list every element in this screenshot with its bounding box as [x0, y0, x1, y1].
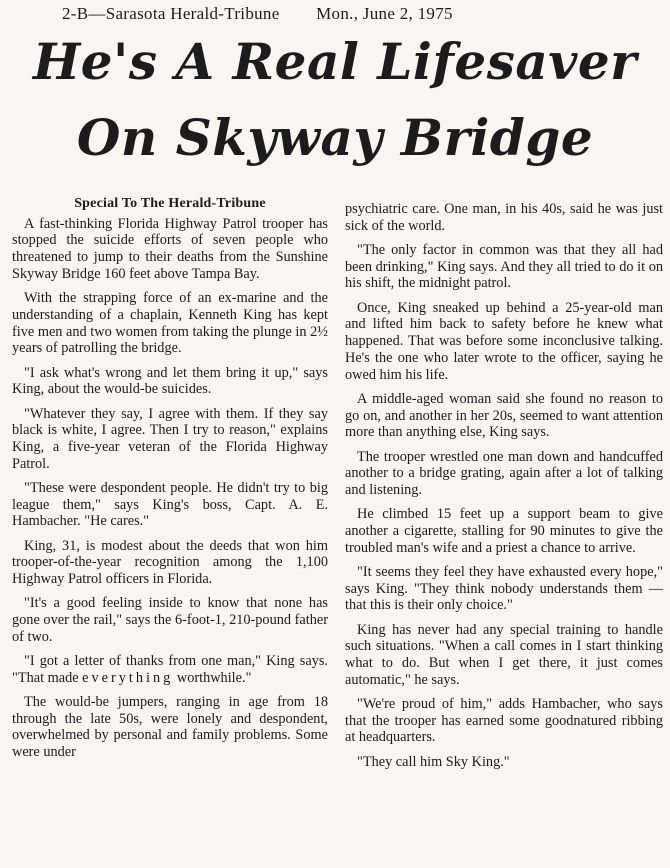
article-column-right — [345, 201, 663, 778]
article-paragraph: The would-be jumpers, ranging in age from 18 through the late 50s, were lonely and despondent, overwhelmed by personal and family problems. Some were under — [12, 694, 328, 761]
letter-text-spaced: everything — [82, 669, 174, 686]
article-paragraph: "Whatever they say, I agree with them. If they say black is white, I agree. Then I try to reason," explains King, a five-year veteran of the Florida Highway Patrol. — [12, 405, 328, 472]
headline-line-1: He's A Real Lifesaver — [32, 32, 637, 91]
letter-text-before: "I got a letter of thanks from one man," King says. "That made — [12, 653, 328, 686]
article-paragraph: With the strapping force of an ex-marine and the understanding of a chaplain, Kenneth King has kept five men and two women from taking the plunge in 2½ years of patrolling the bridge. — [12, 290, 328, 357]
article-paragraph: King, 31, is modest about the deeds that won him trooper-of-the-year recognition among the 1,100 Highway Patrol officers in Florida. — [12, 537, 328, 588]
article-paragraph: "They call him Sky King." — [357, 753, 510, 770]
article-column-left — [12, 196, 328, 768]
article-paragraph-letter — [12, 653, 328, 686]
article-paragraph: "It seems they feel they have exhausted every hope," says King. "They think nobody understands them — that this is their only choice." — [345, 563, 663, 614]
page-folio — [62, 4, 582, 24]
folio-date: Mon., June 2, 1975 — [316, 4, 453, 23]
article-paragraph: "It's a good feeling inside to know that none has gone over the rail," says the 6-foot-1, 210-pound father of two. — [12, 595, 328, 645]
article-paragraph: He climbed 15 feet up a support beam to give another a cigarette, stalling for 90 minutes to give the troubled man's wife and a priest a chance to arrive. — [345, 506, 663, 556]
article-paragraph: The trooper wrestled one man down and handcuffed another to a bridge grating, again after a lot of talking and listening. — [345, 448, 663, 498]
headline-line-2: On Skyway Bridge — [76, 108, 594, 167]
article-paragraph: "I ask what's wrong and let them bring it up," says King, about the would-be suicides. — [12, 364, 328, 398]
article-paragraph: "The only factor in common was that they all had been drinking," King says. And they all tried to do it on his shift, the midnight patrol. — [345, 242, 663, 292]
article-paragraph: A fast-thinking Florida Highway Patrol trooper has stopped the suicide efforts of seven people who threatened to jump to their deaths from the Sunshine Skyway Bridge 160 feet above Tampa Bay. — [12, 215, 328, 282]
article-paragraph: Once, King sneaked up behind a 25-year-old man and lifted him back to safety before he knew what happened. That was before some inconclusive talking. He's the one who later wrote to the officer, saying he owed him his life. — [345, 299, 663, 383]
article-paragraph-continued: psychiatric care. One man, in his 40s, said he was just sick of the world. — [345, 201, 663, 234]
folio-page-label: 2-B—Sarasota Herald-Tribune — [62, 4, 280, 23]
letter-text-after: worthwhile." — [173, 669, 252, 686]
byline-credit: Special To The Herald-Tribune — [74, 196, 266, 211]
article-paragraph: "We're proud of him," adds Hambacher, who says that the trooper has earned some goodnatured ribbing at headquarters. — [345, 696, 663, 746]
article-paragraph: A middle-aged woman said she found no reason to go on, and another in her 20s, seemed to want attention more than anything else, King says. — [345, 390, 663, 441]
article-paragraph: King has never had any special training to handle such situations. "When a call comes in I start thinking what to do. But when I get there, it just comes automatic," he says. — [345, 621, 663, 688]
article-paragraph: "These were despondent people. He didn't try to big league them," says King's boss, Capt. A. E. Hambacher. "He cares." — [12, 479, 328, 530]
